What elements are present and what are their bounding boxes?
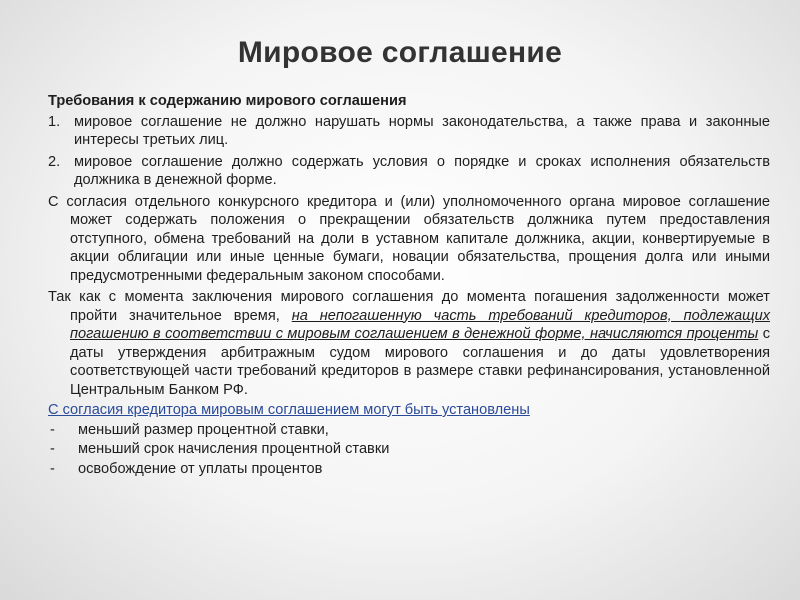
- list-item-text: освобождение от уплаты процентов: [78, 460, 323, 477]
- list-item-text: меньший срок начисления процентной ставки: [78, 441, 390, 457]
- list-item: [48, 460, 770, 479]
- item-text: мировое соглашение не должно нарушать нормы законодательства, а также права и законные интересы третьих лиц.: [74, 113, 770, 148]
- paragraph-interest-emphasis: на непогашенную часть требований кредиторов, подлежащих погашению в соответствии с мировым соглашением в денежной форме, начисляются проценты: [70, 307, 770, 342]
- dash-marker: -: [50, 460, 55, 477]
- numbered-item-2: [48, 153, 770, 190]
- item-number: 2.: [48, 153, 61, 170]
- creditor-consent-link[interactable]: С согласия кредитора мировым соглашением могут быть установлены: [48, 402, 530, 418]
- item-number: 1.: [48, 113, 61, 130]
- slide-title: Мировое соглашение: [237, 36, 563, 69]
- list-item-text: меньший размер процентной ставки,: [78, 421, 329, 438]
- numbered-item-1: [48, 113, 770, 150]
- paragraph-interest-end: с даты утверждения арбитражным судом мирового соглашения и до даты удовлетворения соответствующей части требований кредиторов в размере ставки рефинансирования, установленной Центральным Банком РФ.: [70, 326, 770, 398]
- list-item: [48, 440, 770, 459]
- dash-marker: -: [50, 421, 55, 438]
- paragraph-interest: [48, 288, 770, 399]
- list-item: [48, 421, 770, 440]
- paragraph-consent: С согласия отдельного конкурсного кредитора и (или) уполномоченного органа мировое соглашение может содержать положения о прекращении обязательств должника путем предоставления отступного, обмена требований на доли в уставном капитале должника, акции, конвертируемые в акции облигации или иные ценные бумаги, новации обязательства, прощения долга или иными предусмотренными федеральным законом способами.: [48, 193, 770, 284]
- dash-marker: -: [50, 441, 55, 457]
- item-text: мировое соглашение должно содержать условия о порядке и сроках исполнения обязательств должника в денежной форме.: [74, 153, 770, 188]
- paragraph-interest-start: Так как с момента заключения мирового соглашения до момента погашения задолженности может пройти значительное время,: [48, 289, 770, 324]
- section-subhead: Требования к содержанию мирового соглашения: [48, 93, 407, 109]
- slide-content: [48, 92, 770, 478]
